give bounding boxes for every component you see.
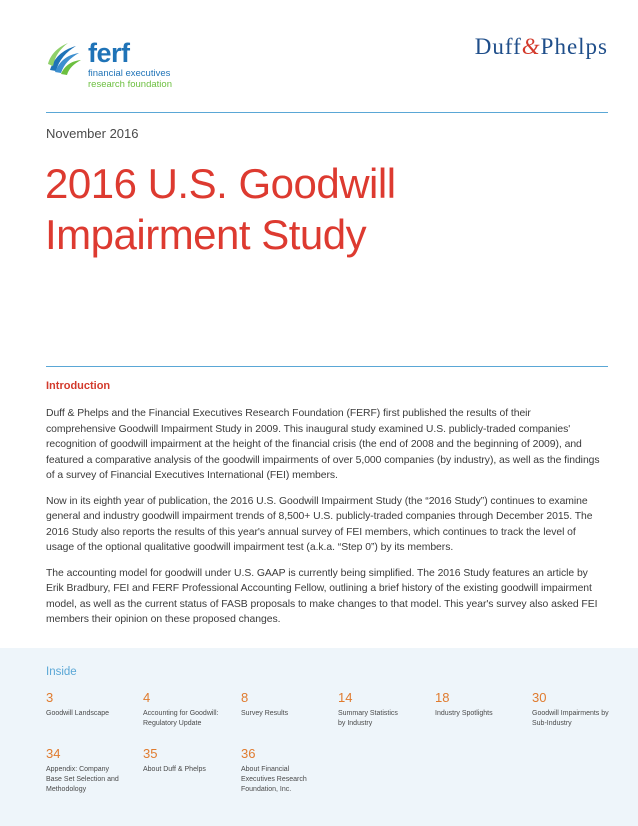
toc-item-accounting-for-goodwill[interactable]	[143, 690, 235, 729]
divider-middle	[46, 366, 608, 367]
title-line-2: Impairment Study	[45, 211, 367, 258]
toc-page-number: 30	[532, 690, 547, 705]
toc-page-number: 8	[241, 690, 249, 705]
inside-label: Inside	[46, 666, 77, 678]
ferf-tagline-line2: research foundation	[88, 79, 172, 90]
toc-page-number: 4	[143, 690, 151, 705]
toc-item-label: Appendix: Company Base Set Selection and Methodology	[46, 766, 119, 793]
header	[0, 0, 638, 112]
toc-item-summary-statistics[interactable]	[338, 690, 404, 729]
ferf-logo	[46, 40, 186, 90]
toc-page-number: 3	[46, 690, 54, 705]
toc-item-label: Goodwill Landscape	[46, 710, 110, 717]
toc-item-label: Goodwill Impairments by Sub-Industry	[532, 710, 609, 727]
toc-item-industry-spotlights[interactable]	[435, 690, 527, 719]
intro-paragraph-1: Duff & Phelps and the Financial Executives Research Foundation (FERF) first published the results of their comprehensive Goodwill Impairment Study in 2009. This inaugural study examined U.S. publicly-traded companies' recognition of goodwill impairment at the height of the financial crisis (the end of 2008 and the beginning of 2009), and featured a comparative analysis of the goodwill impairments of over 5,000 companies (by industry), as well as the findings of a survey of Financial Executives International (FEI) members.	[46, 408, 600, 481]
dp-logo-ampersand: &	[521, 34, 541, 59]
toc-item-label: About Financial Executives Research Foundation, Inc.	[241, 766, 307, 793]
toc-page-number: 34	[46, 746, 61, 761]
page-title	[45, 158, 565, 260]
toc-page-number: 18	[435, 690, 450, 705]
title-line-1: 2016 U.S. Goodwill	[45, 160, 396, 207]
ferf-tagline-line1: financial executives	[88, 68, 171, 79]
toc-page-number: 14	[338, 690, 353, 705]
duff-phelps-logo	[475, 34, 608, 60]
toc-item-appendix[interactable]	[46, 746, 122, 795]
intro-heading: Introduction	[46, 380, 111, 392]
toc-item-label: About Duff & Phelps	[143, 766, 206, 773]
toc-item-goodwill-impairments-by-sub-industry[interactable]	[532, 690, 612, 729]
intro-paragraph-3: The accounting model for goodwill under U.S. GAAP is currently being simplified. The 2016 Study features an article by Erik Bradbury, FEI and FERF Professional Accounting Fellow, outlining a brief history of the existing goodwill impairment model, as well as the current status of FASB proposals to make changes to that model. This year's survey also asked FEI members their opinion on these proposed changes.	[46, 567, 598, 625]
toc-item-about-ferf[interactable]	[241, 746, 313, 795]
toc-page-number: 35	[143, 746, 158, 761]
dp-logo-part2: Phelps	[540, 34, 608, 59]
intro-body	[46, 406, 602, 638]
toc-item-about-duff-phelps[interactable]	[143, 746, 235, 775]
toc-item-label: Survey Results	[241, 710, 289, 717]
toc-item-survey-results[interactable]	[241, 690, 333, 719]
toc-item-goodwill-landscape[interactable]	[46, 690, 138, 719]
ferf-swirl-icon	[46, 40, 82, 76]
divider-top	[46, 112, 608, 113]
inside-panel	[0, 648, 638, 826]
publication-date: November 2016	[46, 126, 139, 141]
toc-item-label: Summary Statistics by Industry	[338, 710, 398, 727]
toc-item-label: Industry Spotlights	[435, 710, 493, 717]
toc-page-number: 36	[241, 746, 256, 761]
dp-logo-part1: Duff	[474, 34, 522, 59]
ferf-wordmark: ferf	[88, 38, 130, 68]
intro-paragraph-2: Now in its eighth year of publication, the 2016 U.S. Goodwill Impairment Study (the “2016 Study”) continues to examine general and industry goodwill impairment trends of 8,500+ U.S. publicly-traded companies through December 2015. The 2016 Study also reports the results of this year's annual survey of FEI members, which continues to track the level of usage of the optional qualitative goodwill impairment test (a.k.a. “Step 0”) by its members.	[46, 495, 593, 553]
toc-item-label: Accounting for Goodwill: Regulatory Update	[143, 710, 219, 727]
